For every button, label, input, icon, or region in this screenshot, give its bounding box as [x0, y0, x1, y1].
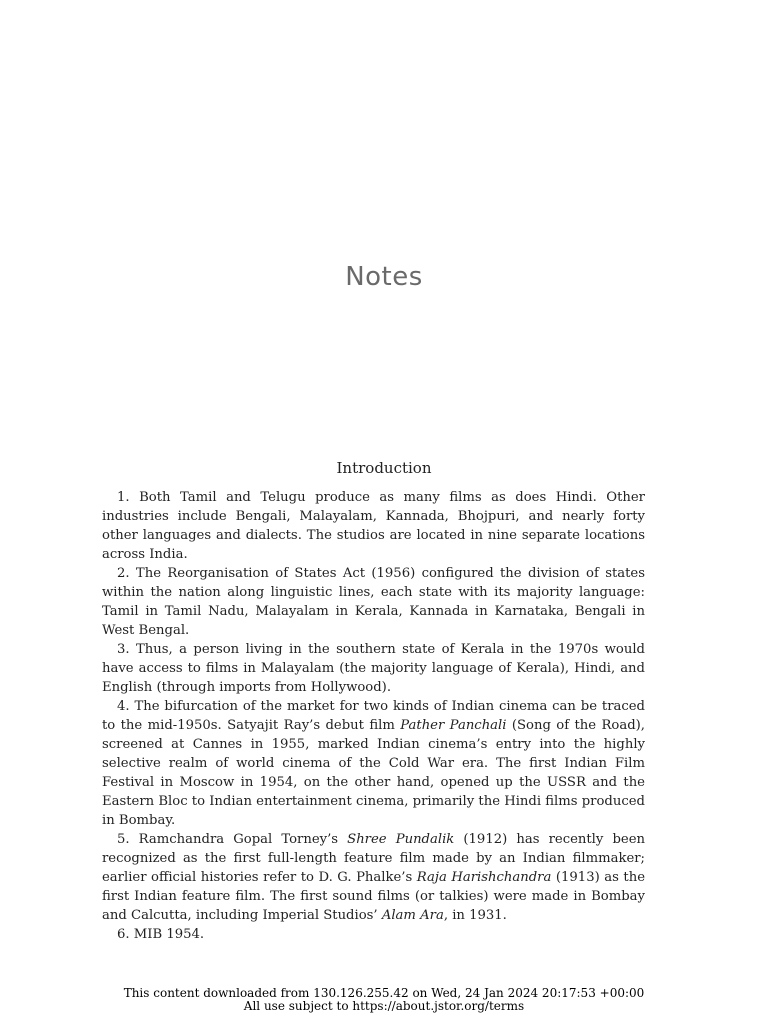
- chapter-title: Notes: [345, 262, 423, 292]
- note-6-text: 6. MIB 1954.: [117, 927, 205, 942]
- note-5-film-title-2: Raja Harishchandra: [416, 870, 552, 885]
- note-5-film-title-1: Shree Pundalik: [347, 832, 455, 847]
- footer-download-info: This content downloaded from 130.126.255.42 on Wed, 24 Jan 2024 20:17:53 +00:00: [123, 986, 645, 1000]
- note-6: [102, 925, 645, 944]
- note-4: [102, 697, 645, 830]
- note-5: [102, 830, 645, 925]
- note-5-text-cont-2: (1913) as the first Indian feature film. The first sound films (or talkies) were made in Bombay and Calcutta, including Imperial Studios’: [102, 870, 645, 923]
- section-heading: Introduction: [336, 459, 432, 477]
- note-1: [102, 488, 645, 564]
- note-4-text: 4. The bifurcation of the market for two kinds of Indian cinema can be traced to the mid-1950s. Satyajit Ray’s debut film: [102, 699, 645, 733]
- download-footer: [0, 987, 768, 1013]
- note-5-text: 5. Ramchandra Gopal Torney’s: [117, 832, 348, 847]
- note-4-text-cont: (Song of the Road), screened at Cannes in 1955, marked Indian cinema’s entry into the highly selective realm of world cinema of the Cold War era. The first Indian Film Festival in Moscow in 1954, on the other hand, opened up the USSR and the Eastern Bloc to Indian entertainment cinema, primarily the Hindi films produced in Bombay.: [102, 718, 645, 828]
- note-2-text: 2. The Reorganisation of States Act (1956) configured the division of states within the nation along linguistic lines, each state with its majority language: Tamil in Tamil Nadu, Malayalam in Kerala, Kannada in Karnataka, Bengali in West Bengal.: [102, 566, 645, 638]
- footer-terms-link[interactable]: All use subject to https://about.jstor.org/terms: [243, 999, 525, 1013]
- note-4-film-title: Pather Panchali: [400, 718, 507, 733]
- note-5-text-cont-3: , in 1931.: [443, 908, 507, 923]
- note-5-film-title-3: Alam Ara: [381, 908, 444, 923]
- note-3-text: 3. Thus, a person living in the southern state of Kerala in the 1970s would have access to films in Malayalam (the majority language of Kerala), Hindi, and English (through imports from Hollywood).: [102, 642, 645, 695]
- note-2: [102, 564, 645, 640]
- notes-list: [102, 488, 645, 944]
- note-3: [102, 640, 645, 697]
- note-5-text-cont-1: (1912) has recently been recognized as the first full-length feature film made by an Indian filmmaker; earlier official histories refer to D. G. Phalke’s: [102, 832, 645, 885]
- note-1-text: 1. Both Tamil and Telugu produce as many films as does Hindi. Other industries include Bengali, Malayalam, Kannada, Bhojpuri, and nearly forty other languages and dialects. The studios are located in nine separate locations across India.: [102, 490, 645, 562]
